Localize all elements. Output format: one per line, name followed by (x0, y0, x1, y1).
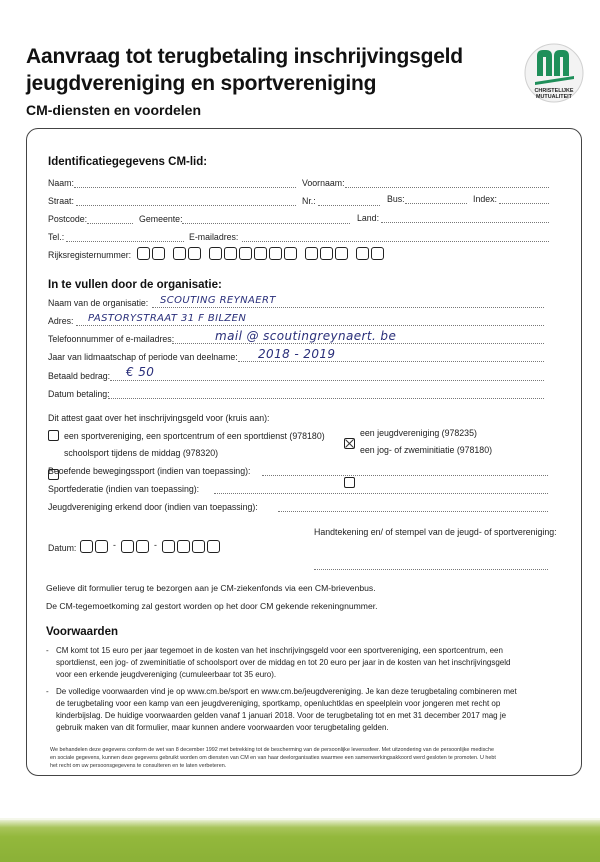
condition-2-line1: De volledige voorwaarden vind je op www.cm.be/sport en www.cm.be/jeugdvereniging. Je kan deze terugbetaling combineren met (56, 687, 517, 696)
org-jaar-label: Jaar van lidmaatschap of periode van deelname: (48, 352, 238, 362)
email-label: E-mailadres: (189, 232, 239, 242)
digit-box[interactable] (269, 247, 282, 260)
cm-logo (524, 42, 584, 104)
condition-1-line3: voor een erkende jeugdvereniging (cumuleerbaar tot 35 euro). (56, 670, 277, 679)
jeugdvereniging-erkend-field[interactable] (278, 511, 548, 512)
index-field[interactable] (499, 203, 549, 204)
condition-2-line3: kinderbijslag. De huidige voorwaarden gelden vanaf 1 januari 2018. Voor de terugbetaling tot en met 31 december 2017 mag je (56, 711, 507, 720)
signature-field[interactable] (314, 569, 548, 570)
rijksregister-label: Rijksregisternummer: (48, 250, 132, 260)
condition-1-line1: CM komt tot 15 euro per jaar tegemoet in de kosten van het inschrijvingsgeld voor een sportvereniging, een sportcentrum, een (56, 646, 503, 655)
straat-label: Straat: (48, 196, 74, 206)
straat-field[interactable] (76, 205, 296, 206)
digit-box[interactable] (335, 247, 348, 260)
bullet-dash: - (46, 687, 49, 696)
day-box[interactable] (95, 540, 108, 553)
digit-box[interactable] (188, 247, 201, 260)
bewegingssport-field[interactable] (262, 475, 548, 476)
conditions-heading: Voorwaarden (46, 626, 118, 638)
org-jaar-value: 2018 - 2019 (258, 347, 336, 361)
digit-box[interactable] (320, 247, 333, 260)
attest-intro: Dit attest gaat over het inschrijvingsgeld voor (kruis aan): (48, 413, 270, 423)
identification-heading: Identificatiegegevens CM-lid: (48, 156, 208, 168)
index-label: Index: (473, 194, 497, 204)
option-schoolsport-label: schoolsport tijdens de middag (978320) (64, 448, 219, 458)
postcode-field[interactable] (87, 223, 133, 224)
org-adres-value: PASTORYSTRAAT 31 F BILZEN (88, 313, 247, 324)
sportfederatie-field[interactable] (214, 493, 548, 494)
page-subtitle: CM-diensten en voordelen (26, 102, 202, 118)
option-jeugdvereniging-label: een jeugdvereniging (978235) (360, 428, 477, 438)
checkbox-zweminitiatie[interactable] (344, 477, 355, 488)
email-field[interactable] (242, 241, 549, 242)
org-datum-label: Datum betaling: (48, 389, 110, 399)
footer-green-band (0, 820, 600, 862)
gemeente-label: Gemeente: (139, 214, 183, 224)
page-title-line2: jeugdvereniging en sportvereniging (26, 72, 377, 95)
bus-field[interactable] (405, 203, 467, 204)
option-zweminitiatie-label: een jog- of zweminitiatie (978180) (360, 445, 493, 455)
tel-field[interactable] (66, 241, 184, 242)
datum-boxes[interactable] (80, 540, 220, 553)
condition-2-line4: gebruik maken van dit formulier, maar kunnen andere voorwaarden voor terugbetaling gelden. (56, 723, 389, 732)
year-box[interactable] (207, 540, 220, 553)
digit-box[interactable] (356, 247, 369, 260)
footnote-line1: We behandelen deze gegevens conform de wet van 8 december 1992 met betrekking tot de bescherming van de persoonlijke levenssfeer. Met uitzondering van de persoonlijke medische (50, 747, 494, 753)
condition-2-line2: de terugbetaling voor een kamp van een jeugdvereniging, sportkamp, openluchtklas en speelplein voor jongeren met recht op (56, 699, 501, 708)
privacy-footnote (50, 746, 560, 770)
org-bedrag-label: Betaald bedrag: (48, 371, 111, 381)
logo-text-line2: MUTUALITEIT (536, 94, 572, 100)
org-bedrag-value: € 50 (126, 365, 155, 379)
datum-label: Datum: (48, 543, 77, 553)
digit-box[interactable] (239, 247, 252, 260)
voornaam-label: Voornaam: (302, 178, 345, 188)
org-datum-field[interactable] (108, 398, 544, 399)
gemeente-field[interactable] (182, 223, 350, 224)
bus-label: Bus: (387, 194, 405, 204)
org-telefoon-value: mail @ scoutingreynaert. be (215, 329, 397, 343)
jeugdvereniging-erkend-label: Jeugdvereniging erkend door (indien van toepassing): (48, 502, 258, 512)
digit-box[interactable] (137, 247, 150, 260)
rijksregister-boxes[interactable] (137, 247, 384, 260)
checkbox-sportvereniging[interactable] (48, 430, 59, 441)
year-box[interactable] (162, 540, 175, 553)
digit-box[interactable] (152, 247, 165, 260)
year-box[interactable] (177, 540, 190, 553)
digit-box[interactable] (209, 247, 222, 260)
date-separator: - (113, 540, 116, 550)
org-adres-field[interactable] (76, 325, 544, 326)
org-adres-label: Adres: (48, 316, 74, 326)
organisation-heading: In te vullen door de organisatie: (48, 279, 222, 291)
tel-label: Tel.: (48, 232, 65, 242)
land-label: Land: (357, 213, 380, 223)
handtekening-label: Handtekening en/ of stempel van de jeugd- of sportvereniging: (314, 527, 557, 537)
bullet-dash: - (46, 646, 49, 655)
org-telefoon-label: Telefoonnummer of e-mailadres: (48, 334, 175, 344)
naam-field[interactable] (74, 187, 296, 188)
instruction-line1: Gelieve dit formulier terug te bezorgen aan je CM-ziekenfonds via een CM-brievenbus. (46, 583, 376, 593)
digit-box[interactable] (173, 247, 186, 260)
postcode-label: Postcode: (48, 214, 88, 224)
org-jaar-field[interactable] (238, 361, 544, 362)
land-field[interactable] (381, 222, 549, 223)
org-bedrag-field[interactable] (110, 380, 544, 381)
condition-1-line2: sportdienst, een jog- of zweminitiatie of schoolsport over de middag en tot 20 euro per jaar in de kosten van het inschrijvingsgeld (56, 658, 511, 667)
sportfederatie-label: Sportfederatie (indien van toepassing): (48, 484, 200, 494)
month-box[interactable] (136, 540, 149, 553)
checkbox-jeugdvereniging[interactable] (344, 438, 355, 449)
digit-box[interactable] (284, 247, 297, 260)
digit-box[interactable] (224, 247, 237, 260)
footnote-line3: het recht om uw persoonsgegevens te consulteren en te laten verbeteren. (50, 763, 227, 769)
org-telefoon-field[interactable] (172, 343, 544, 344)
cm-logo-icon (524, 42, 584, 104)
logo-text-line1: CHRISTELIJKE (534, 88, 574, 94)
org-naam-label: Naam van de organisatie: (48, 298, 149, 308)
naam-label: Naam: (48, 178, 74, 188)
digit-box[interactable] (371, 247, 384, 260)
year-box[interactable] (192, 540, 205, 553)
date-separator: - (153, 540, 157, 550)
org-naam-value: SCOUTING REYNAERT (160, 295, 276, 306)
option-sportvereniging-label: een sportvereniging, een sportcentrum of een sportdienst (978180) (64, 431, 325, 441)
digit-box[interactable] (305, 247, 318, 260)
month-box[interactable] (121, 540, 134, 553)
instruction-line2: De CM-tegemoetkoming zal gestort worden op het door CM gekende rekeningnummer. (46, 601, 378, 611)
nr-field[interactable] (318, 205, 380, 206)
bewegingssport-label: Beoefende bewegingssport (indien van toepassing): (48, 466, 251, 476)
day-box[interactable] (80, 540, 93, 553)
digit-box[interactable] (254, 247, 267, 260)
footnote-line2: en sociale gegevens, kunnen deze gegevens gebruikt worden om diensten van CM en van haar deelorganisaties waarmee een samenwerkingsakkoord werd gesloten te promoten. U hebt (50, 755, 496, 761)
org-naam-field[interactable] (152, 307, 544, 308)
page-title-line1: Aanvraag tot terugbetaling inschrijvingsgeld (26, 45, 463, 68)
nr-label: Nr.: (302, 196, 316, 206)
voornaam-field[interactable] (345, 187, 549, 188)
